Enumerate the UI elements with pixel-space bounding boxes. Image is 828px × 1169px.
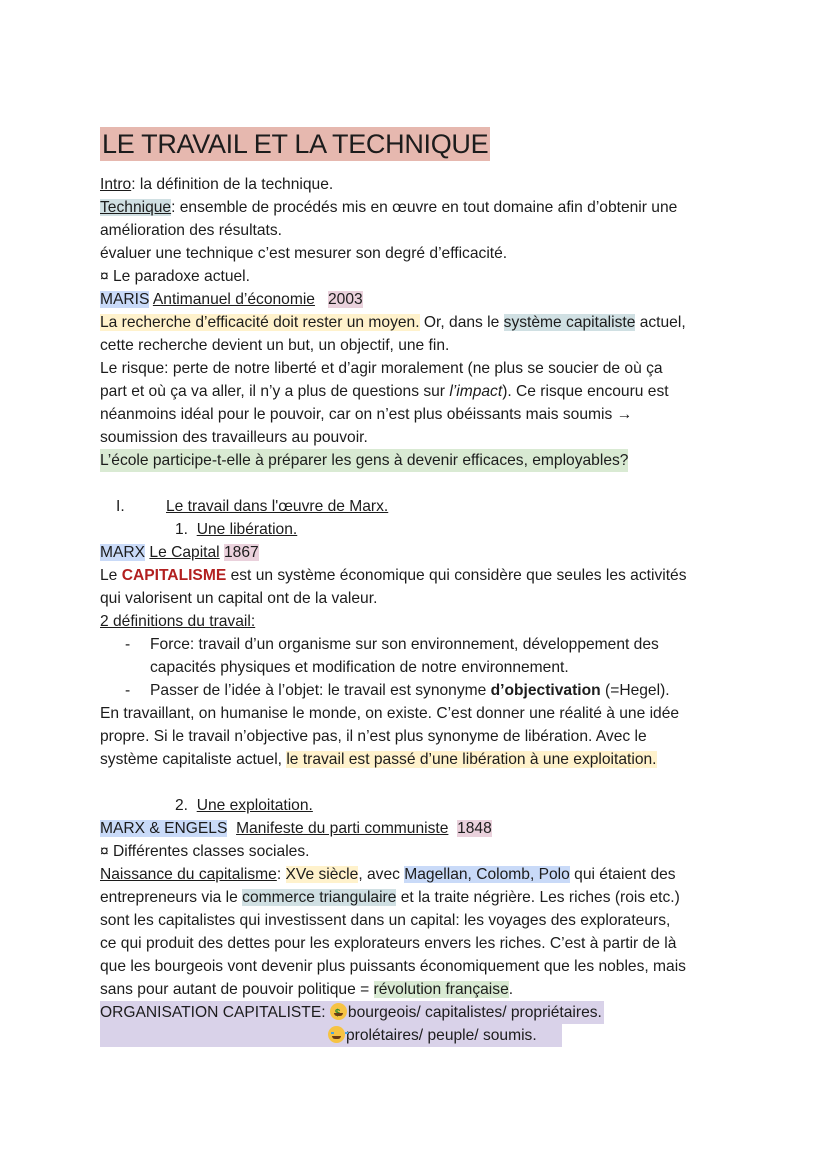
birth-text: : (276, 866, 286, 883)
crying-face-icon (328, 1026, 345, 1043)
reference-marx (100, 541, 259, 564)
capitalism-birth-line (100, 978, 513, 1001)
work-paragraph-line: propre. Si le travail n’objective pas, il n’est plus synonyme de libération. Avec le (100, 728, 647, 745)
definition-text: Force: travail d’un organisme sur son environnement, développement des (150, 636, 659, 653)
organisation-line (100, 1001, 604, 1024)
reference-author: MARX & ENGELS (100, 820, 228, 837)
definition-item (100, 679, 670, 702)
century-highlight: XVe siècle (285, 866, 359, 883)
capitalism-birth-line: ce qui produit des dettes pour les explorateurs envers les riches. C’est à partir de là (100, 935, 677, 952)
objectivation-term: d’objectivation (490, 682, 601, 699)
work-paragraph-line (100, 748, 657, 771)
impact-word: l’impact (449, 383, 503, 400)
risk-line: Le risque: perte de notre liberté et d’agir moralement (ne plus se soucier de où ça (100, 360, 663, 377)
exploitation-highlight: le travail est passé d’une libération à une exploitation. (286, 751, 657, 768)
capitalism-term: CAPITALISME (121, 567, 227, 584)
page-title: LE TRAVAIL ET LA TECHNIQUE (102, 129, 489, 159)
reference-marx-engels (100, 817, 492, 840)
birth-text: . (508, 981, 514, 998)
capitalism-definition (100, 564, 687, 587)
efficiency-paragraph-line: cette recherche devient un but, un objectif, une fin. (100, 337, 450, 354)
work-paragraph-line: En travaillant, on humanise le monde, on existe. C’est donner une réalité à une idée (100, 705, 680, 722)
triangular-trade-highlight: commerce triangulaire (242, 889, 397, 906)
intro-text: : la définition de la technique. (131, 176, 334, 193)
reference-maris (100, 288, 363, 311)
reference-author: MARIS (100, 291, 150, 308)
subsection-heading (175, 794, 313, 817)
definition-item-cont: capacités physiques et modification de notre environnement. (150, 659, 569, 676)
classes-line: ¤ Différentes classes sociales. (100, 843, 310, 860)
reference-book: Antimanuel d’économie (152, 291, 315, 308)
birth-text: et la traite négrière. Les riches (rois etc.) (396, 889, 680, 906)
subsection-title: Une libération. (196, 521, 298, 538)
technique-text: : ensemble de procédés mis en œuvre en tout domaine afin d’obtenir une (171, 199, 678, 216)
section-heading (116, 495, 388, 518)
section-title: Le travail dans l'œuvre de Marx. (166, 498, 389, 515)
reference-book: Le Capital (149, 544, 220, 561)
risk-line (100, 380, 669, 403)
risk-line: néanmoins idéal pour le pouvoir, car on n’est plus obéissants mais soumis → (100, 406, 633, 423)
definitions-label: 2 définitions du travail: (100, 613, 256, 630)
school-question: L’école participe-t-elle à préparer les gens à devenir efficaces, employables? (100, 449, 628, 472)
organisation-line-2 (100, 1024, 562, 1047)
risk-text: part et où ça va aller, il n’y a plus de questions sur (100, 383, 450, 400)
bullet-dash: - (125, 636, 131, 653)
capitalism-birth-line (100, 886, 680, 909)
bourgeois-text: bourgeois/ capitalistes/ propriétaires. (347, 1004, 602, 1021)
subsection-heading (175, 518, 297, 541)
capitalist-system-highlight: système capitaliste (503, 314, 636, 331)
explorers-highlight: Magellan, Colomb, Polo (404, 866, 570, 883)
bullet-dash: - (125, 682, 131, 699)
proletarians-text: prolétaires/ peuple/ soumis. (346, 1027, 537, 1044)
birth-text: sans pour autant de pouvoir politique = (100, 981, 374, 998)
efficiency-paragraph-line (100, 311, 686, 334)
subsection-number: 2. (175, 797, 189, 814)
reference-year: 1848 (457, 820, 492, 837)
reference-author: MARX (100, 544, 146, 561)
reference-year: 1867 (223, 544, 259, 561)
definition-text: (=Hegel). (600, 682, 670, 699)
efficiency-end: actuel, (635, 314, 686, 331)
efficiency-highlight: La recherche d’efficacité doit rester un moyen. (100, 314, 420, 331)
section-number: I. (116, 498, 125, 515)
technique-definition (100, 196, 677, 219)
efficiency-mid: Or, dans le (419, 314, 504, 331)
subsection-number: 1. (175, 521, 189, 538)
subsection-title: Une exploitation. (196, 797, 313, 814)
organisation-label: ORGANISATION CAPITALISTE: (100, 1004, 330, 1021)
technique-label: Technique (100, 199, 172, 216)
reference-year: 2003 (327, 291, 363, 308)
evaluation-line: évaluer une technique c’est mesurer son degré d’efficacité. (100, 245, 508, 262)
capitalism-birth-line: sont les capitalistes qui investissent dans un capital: les voyages des explorateurs, (100, 912, 671, 929)
revolution-highlight: révolution française (373, 981, 509, 998)
birth-text: qui étaient des (569, 866, 676, 883)
capitalism-birth-line (100, 863, 676, 886)
paradox-line: ¤ Le paradoxe actuel. (100, 268, 250, 285)
work-text: système capitaliste actuel, (100, 751, 287, 768)
intro-line (100, 173, 333, 196)
technique-definition-cont: amélioration des résultats. (100, 222, 283, 239)
capitalism-birth-line: que les bourgeois vont devenir plus puissants économiquement que les nobles, mais (100, 958, 686, 975)
capitalism-definition-cont: qui valorisent un capital ont de la valeur. (100, 590, 378, 607)
risk-line: soumission des travailleurs au pouvoir. (100, 429, 368, 446)
risk-text: ). Ce risque encouru est (502, 383, 669, 400)
birth-text: entrepreneurs via le (100, 889, 243, 906)
money-mouth-face-icon (330, 1003, 347, 1020)
definition-item (100, 633, 659, 656)
birth-text: , avec (358, 866, 405, 883)
capitalism-text: Le (100, 567, 122, 584)
reference-book: Manifeste du parti communiste (236, 820, 449, 837)
definition-text: Passer de l’idée à l’objet: le travail est synonyme (150, 682, 491, 699)
intro-label: Intro (100, 176, 132, 193)
capitalism-text: est un système économique qui considère que seules les activités (226, 567, 687, 584)
capitalism-birth-label: Naissance du capitalisme (100, 866, 277, 883)
